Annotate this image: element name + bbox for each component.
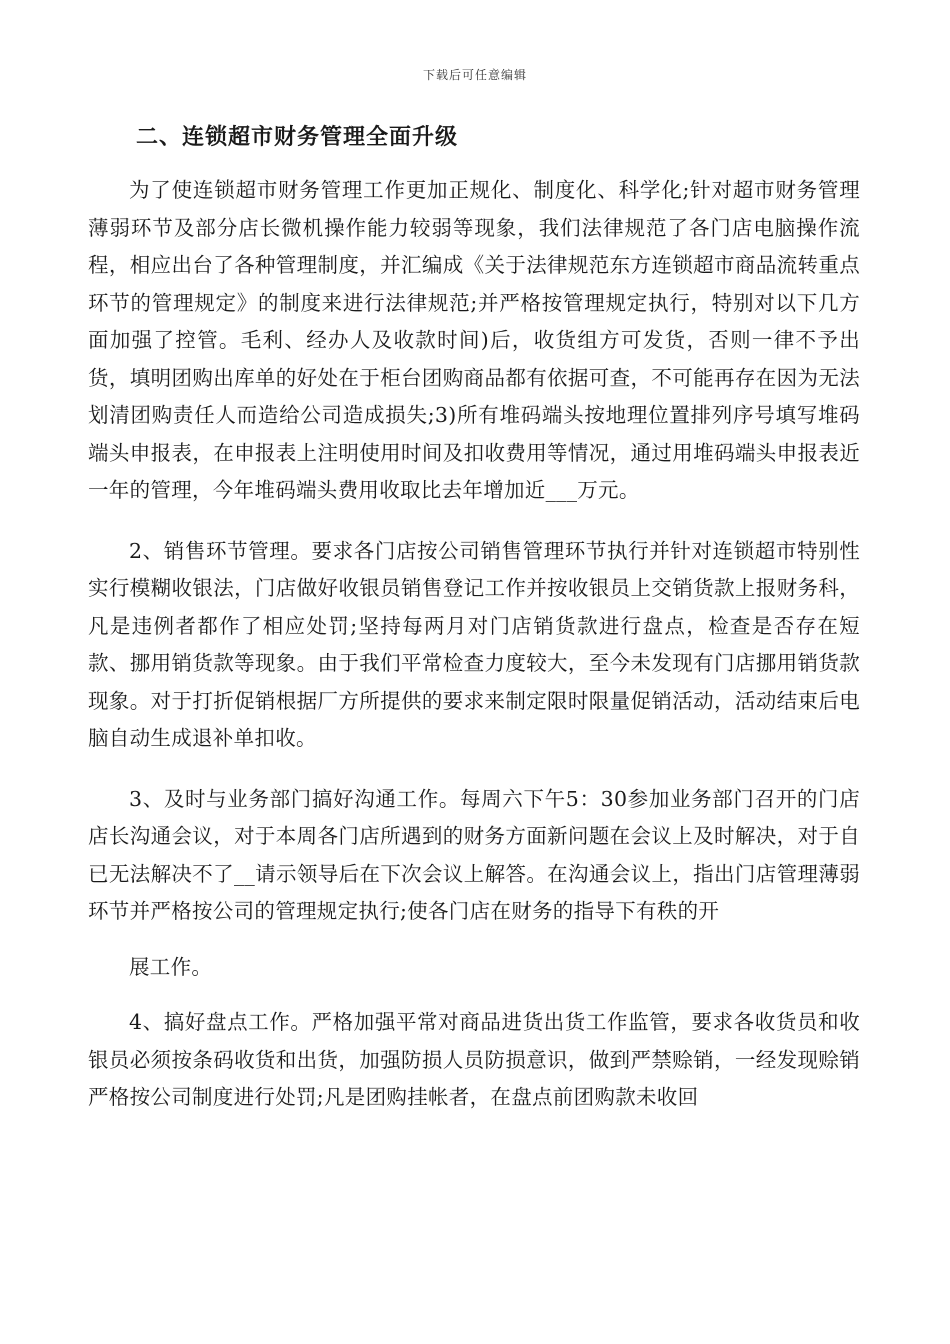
paragraph-continuation: 展工作。 [129, 954, 213, 979]
paragraph-intro: 为了使连锁超市财务管理工作更加正规化、制度化、科学化;针对超市财务管理薄弱环节及部分店长微机操作能力较弱等现象，我们法律规范了各门店电脑操作流程，相应出台了各种管理制度，并汇编成《关于法律规范东方连锁超市商品流转重点环节的管理规定》的制度来进行法律规范;并严格按管理规定执行，特别对以下几方面加强了控管。毛利、经办人及收款时间)后，收货组方可发货，否则一律不予出货，填明团购出库单的好处在于柜台团购商品都有依据可查，不可能再存在因为无法划清团购责任人而造给公司造成损失;3)所有堆码端头按地理位置排列序号填写堆码端头申报表，在申报表上注明使用时间及扣收费用等情况，通过用堆码端头申报表近一年的管理，今年堆码端头费用收取比去年增加近___万元。 [88, 178, 860, 502]
paragraph-sales-management: 2、销售环节管理。要求各门店按公司销售管理环节执行并针对连锁超市特别性实行模糊收银法，门店做好收银员销售登记工作并按收银员上交销货款上报财务科，凡是违例者都作了相应处罚;坚持每两月对门店销货款进行盘点，检查是否存在短款、挪用销货款等现象。由于我们平常检查力度较大，至今未发现有门店挪用销货款现象。对于打折促销根据厂方所提供的要求来制定限时限量促销活动，活动结束后电脑自动生成退补单扣收。 [88, 538, 860, 750]
section-heading: 二、连锁超市财务管理全面升级 [136, 125, 459, 150]
document-body [88, 118, 860, 1140]
paragraph-inventory: 4、搞好盘点工作。严格加强平常对商品进货出货工作监管，要求各收货员和收银员必须按条码收货和出货，加强防损人员防损意识，做到严禁赊销，一经发现赊销严格按公司制度进行处罚;凡是团购挂帐者，在盘点前团购款未收回 [88, 1010, 860, 1109]
paragraph-communication: 3、及时与业务部门搞好沟通工作。每周六下午5：30参加业务部门召开的门店店长沟通会议，对于本周各门店所遇到的财务方面新问题在会议上及时解决，对于自已无法解决不了__请示领导后在下次会议上解答。在沟通会议上，指出门店管理薄弱环节并严格按公司的管理规定执行;使各门店在财务的指导下有秩的开 [88, 786, 860, 923]
header-note: 下载后可任意编辑 [422, 68, 527, 82]
